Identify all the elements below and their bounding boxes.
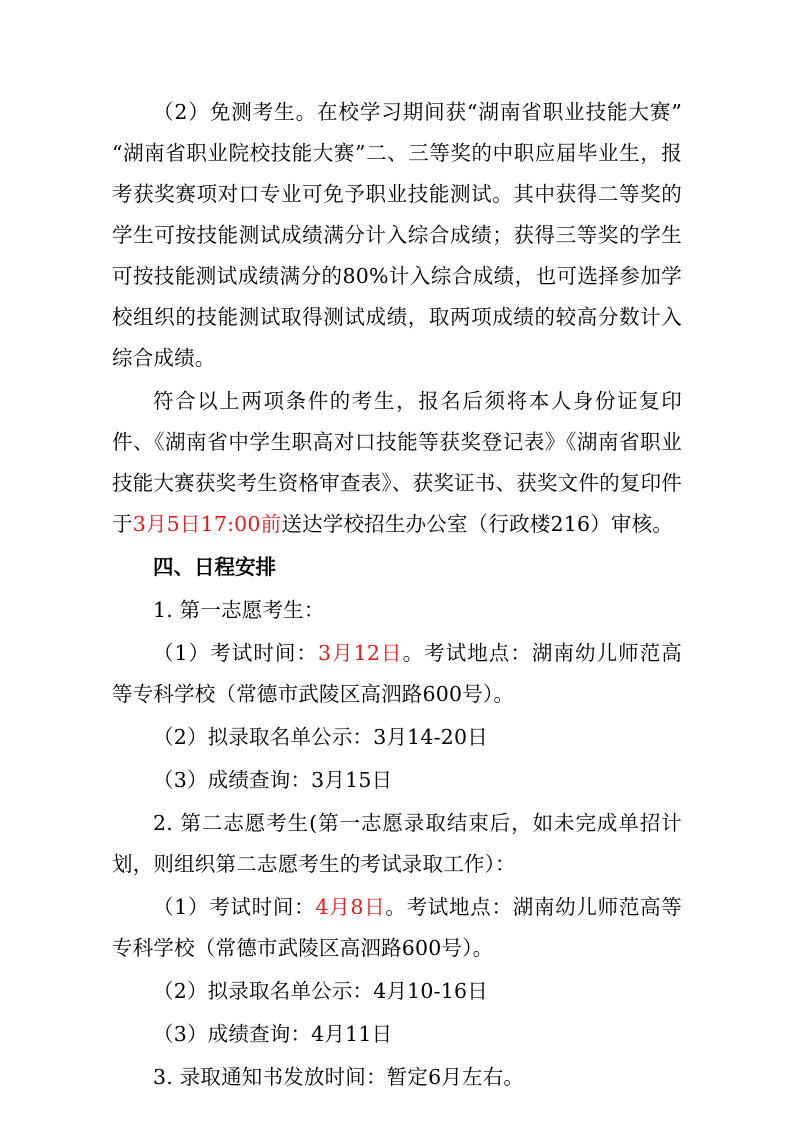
para-materials (112, 381, 682, 545)
para-second-score-run-0: （3）成绩查询：4月11日 (153, 1022, 393, 1046)
para-first-score (112, 760, 682, 801)
para-admission-letter (112, 1057, 682, 1098)
heading-schedule-run-0: 四、日程安排 (153, 555, 276, 579)
para-exempt (112, 92, 682, 379)
para-first-choice (112, 590, 682, 631)
para-second-exam-time-run-2: 。考试地点：湖南幼儿师范高等专科学校（常德市武陵区高泗路600号）。 (112, 895, 682, 960)
para-admission-letter-run-0: 3. 录取通知书发放时间：暂定6月左右。 (153, 1065, 525, 1089)
para-first-publicity (112, 717, 682, 758)
para-second-score (112, 1014, 682, 1055)
para-second-exam-time-run-1: 4月8日 (315, 895, 386, 919)
para-materials-run-0: 符合以上两项条件的考生，报名后须将本人身份证复印件、《湖南省中学生职高对口技能等获奖登记表》《湖南省职业技能大赛获奖考生资格审查表》、获奖证书、获奖文件的复印件于 (112, 389, 682, 536)
para-first-exam-time-run-0: （1）考试时间： (153, 641, 319, 665)
para-first-score-run-0: （3）成绩查询：3月15日 (153, 768, 393, 792)
para-second-publicity (112, 971, 682, 1012)
para-first-choice-run-0: 1. 第一志愿考生： (153, 598, 325, 622)
para-second-publicity-run-0: （2）拟录取名单公示：4月10-16日 (153, 979, 488, 1003)
para-second-exam-time (112, 887, 682, 969)
para-first-exam-time-run-2: 。考试地点：湖南幼儿师范高等专科学校（常德市武陵区高泗路600号）。 (112, 641, 682, 706)
para-second-choice-run-0: 2. 第二志愿考生(第一志愿录取结束后，如未完成单招计划，则组织第二志愿考生的考试录取工作）： (112, 811, 682, 876)
para-second-exam-time-run-0: （1）考试时间： (153, 895, 316, 919)
para-second-choice (112, 803, 682, 885)
para-materials-run-2: 送达学校招生办公室（行政楼216）审核。 (281, 512, 674, 536)
para-first-exam-time (112, 633, 682, 715)
para-first-exam-time-run-1: 3月12日 (318, 641, 403, 665)
para-first-publicity-run-0: （2）拟录取名单公示：3月14-20日 (153, 725, 488, 749)
para-materials-run-1: 3月5日17:00前 (132, 512, 282, 536)
document-body (112, 92, 682, 1098)
heading-schedule (112, 547, 682, 588)
para-exempt-run-0: （2）免测考生。在校学习期间获“湖南省职业技能大赛”“湖南省职业院校技能大赛”二、三等奖的中职应届毕业生，报考获奖赛项对口专业可免予职业技能测试。其中获得二等奖的学生可按技能测试成绩满分计入综合成绩；获得三等奖的学生可按技能测试成绩满分的80%计入综合成绩，也可选择参加学校组织的技能测试取得测试成绩，取两项成绩的较高分数计入综合成绩。 (112, 100, 682, 370)
